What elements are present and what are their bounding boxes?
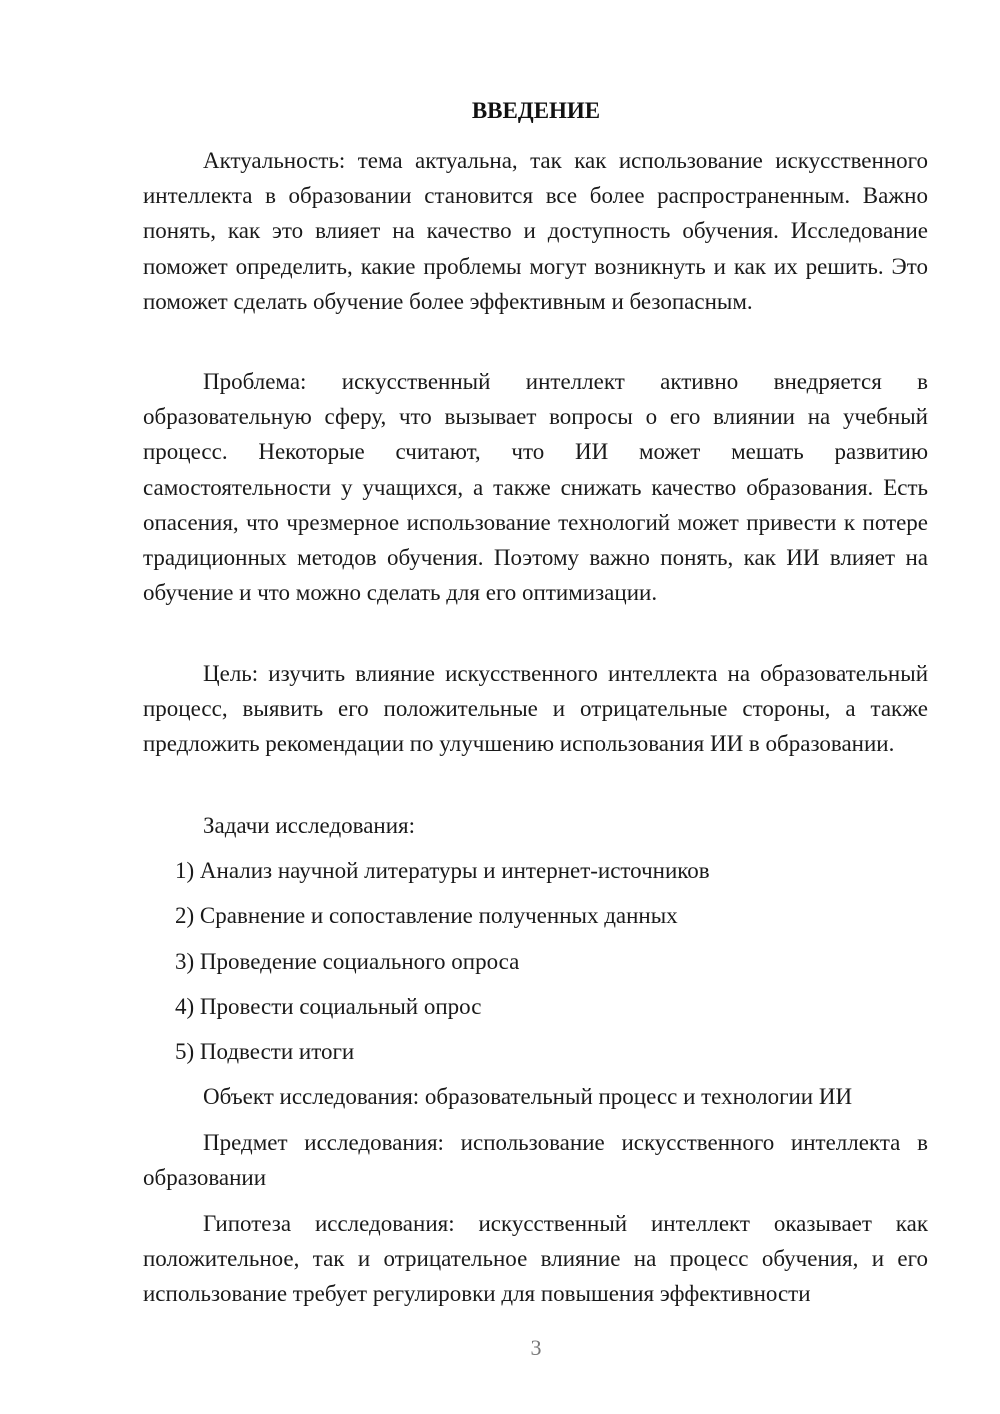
list-item: 2) Сравнение и сопоставление полученных данных: [175, 903, 678, 928]
subject-paragraph: Предмет исследования: использование искусственного интеллекта в образовании: [143, 1130, 928, 1191]
page-title: ВВЕДЕНИЕ: [471, 98, 601, 123]
relevance-paragraph: Актуальность: тема актуальна, так как использование искусственного интеллекта в образовании становится все более распространенным. Важно понять, как это влияет на качество и доступность обучения. Исследование поможет определить, какие проблемы могут возникнуть и как их решить. Это поможет сделать обучение более эффективным и безопасным.: [143, 148, 928, 314]
hypothesis-paragraph: Гипотеза исследования: искусственный интеллект оказывает как положительное, так и отрицательное влияние на процесс обучения, и его использование требует регулировки для повышения эффективности: [143, 1211, 928, 1307]
object-paragraph: Объект исследования: образовательный процесс и технологии ИИ: [203, 1084, 853, 1109]
list-item: 1) Анализ научной литературы и интернет-источников: [175, 858, 710, 883]
list-item: 4) Провести социальный опрос: [175, 994, 482, 1019]
list-item: 3) Проведение социального опроса: [175, 949, 520, 974]
page-number: 3: [530, 1335, 542, 1360]
problem-paragraph: Проблема: искусственный интеллект активно внедряется в образовательную сферу, что вызывает вопросы о его влиянии на учебный процесс. Некоторые считают, что ИИ может мешать развитию самостоятельности у учащихся, а также снижать качество образования. Есть опасения, что чрезмерное использование технологий может привести к потере традиционных методов обучения. Поэтому важно понять, как ИИ влияет на обучение и что можно сделать для его оптимизации.: [143, 369, 928, 606]
tasks-heading: Задачи исследования:: [203, 813, 416, 838]
goal-paragraph: Цель: изучить влияние искусственного интеллекта на образовательный процесс, выявить его положительные и отрицательные стороны, а также предложить рекомендации по улучшению использования ИИ в образовании.: [143, 661, 928, 757]
list-item: 5) Подвести итоги: [175, 1039, 355, 1064]
